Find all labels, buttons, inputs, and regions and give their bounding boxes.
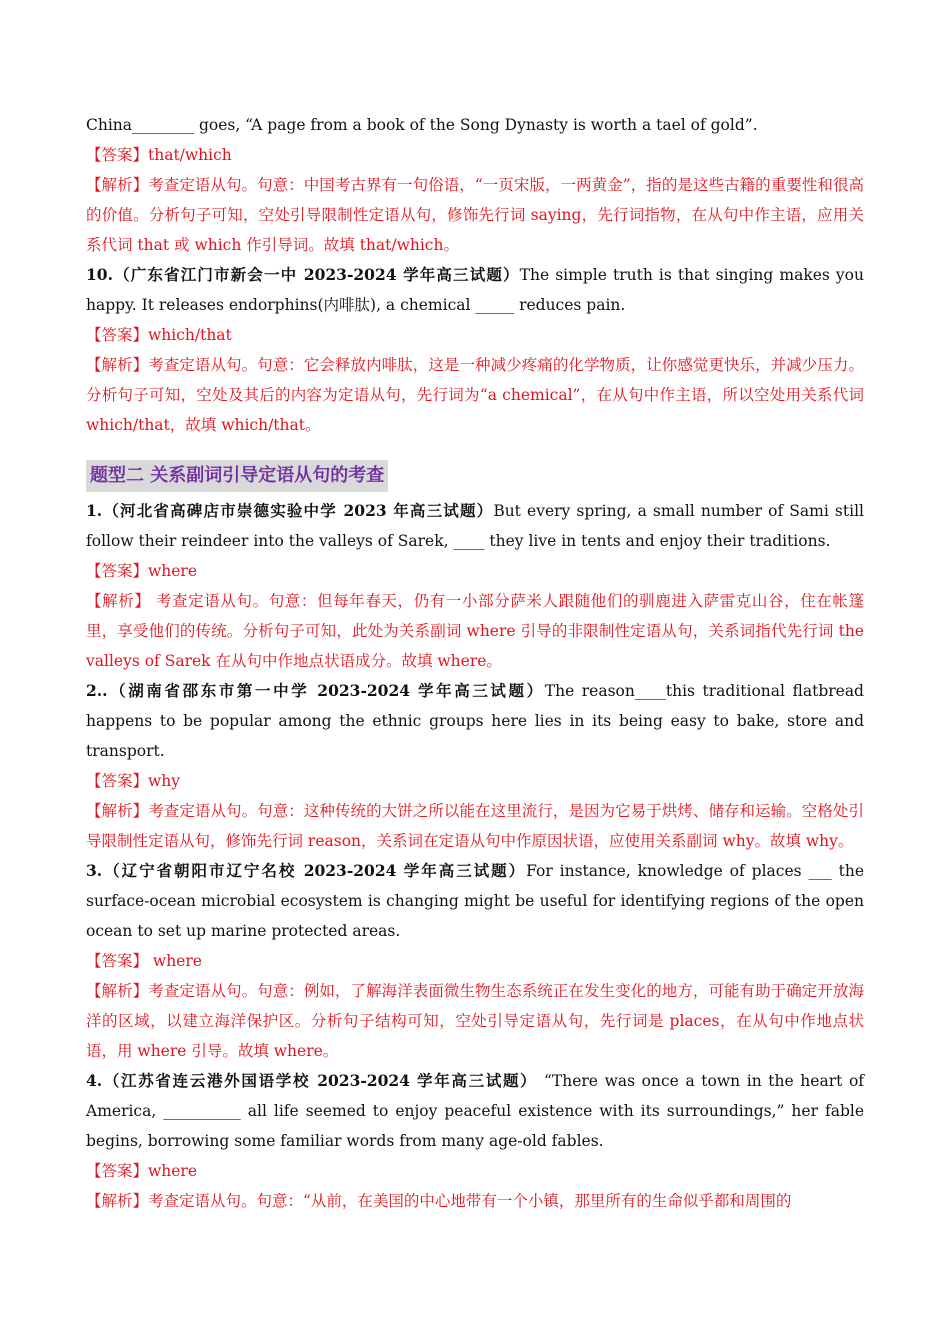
section-title: 题型二 关系副词引导定语从句的考查 <box>86 460 388 492</box>
q10-source: 10.（广东省江门市新会一中 2023-2024 学年高三试题） <box>86 265 520 284</box>
s2q2-source: 2..（湖南省邵东市第一中学 2023-2024 学年高三试题） <box>86 681 545 700</box>
s2q2-analysis: 【解析】考查定语从句。句意：这种传统的大饼之所以能在这里流行，是因为它易于烘烤、储存和运输。空格处引导限制性定语从句，修饰先行词 reason，关系词在定语从句中作原因状语，应使用关系副词 why。故填 why。 <box>86 802 864 850</box>
q10-body: The simple truth is that singing makes you happy. It releases endorphins(内啡肽), a chemical _____ reduces pain. <box>86 266 864 314</box>
s2q4-body: “There was once a town in the heart of America, __________ all life seemed to enjoy peaceful existence with its surroundings,” her fable begins, borrowing some familiar words from many age-old fables. <box>86 1072 865 1150</box>
s2q4-answer: 【答案】where <box>86 1162 198 1180</box>
s2q1-question <box>86 496 864 556</box>
s2q3-answer: 【答案】 where <box>86 952 202 970</box>
s2q2-body: The reason____this traditional flatbread happens to be popular among the ethnic groups here lies in its being easy to bake, store and transport. <box>86 682 864 760</box>
q10-analysis: 【解析】考查定语从句。句意：它会释放内啡肽，这是一种减少疼痛的化学物质，让你感觉更快乐，并减少压力。分析句子可知，空处及其后的内容为定语从句，先行词为“a chemical”，在从句中作主语，所以空处用关系代词 which/that，故填 which/that。 <box>86 356 864 434</box>
s2q3-source: 3.（辽宁省朝阳市辽宁名校 2023-2024 学年高三试题） <box>86 861 527 880</box>
document-page <box>86 110 864 1216</box>
s2q3-body: For instance, knowledge of places ___ the surface-ocean microbial ecosystem is changing might be useful for identifying regions of the open ocean to set up marine protected areas. <box>86 862 865 940</box>
q9-analysis: 【解析】考查定语从句。句意：中国考古界有一句俗语，“一页宋版，一两黄金”，指的是这些古籍的重要性和很高的价值。分析句子可知，空处引导限制性定语从句，修饰先行词 saying，先行词指物，在从句中作主语，应用关系代词 that 或 which 作引导词。故填 that/which。 <box>86 176 864 254</box>
s2q4-question <box>86 1066 864 1156</box>
q10-answer: 【答案】which/that <box>86 326 232 344</box>
q10-question <box>86 260 864 320</box>
q9-question-tail: China________ goes, “A page from a book of the Song Dynasty is worth a tael of gold”. <box>86 116 758 134</box>
s2q1-body: But every spring, a small number of Sami still follow their reindeer into the valleys of Sarek, ____ they live in tents and enjoy their traditions. <box>86 502 864 550</box>
s2q3-question <box>86 856 864 946</box>
s2q4-analysis: 【解析】考查定语从句。句意：“从前，在美国的中心地带有一个小镇，那里所有的生命似乎都和周围的 <box>86 1192 792 1210</box>
s2q3-analysis: 【解析】考查定语从句。句意：例如，了解海洋表面微生物生态系统正在发生变化的地方，可能有助于确定开放海洋的区域，以建立海洋保护区。分析句子结构可知，空处引导定语从句，先行词是 places，在从句中作地点状语，用 where 引导。故填 where。 <box>86 982 864 1060</box>
q9-answer: 【答案】that/which <box>86 146 232 164</box>
s2q2-answer: 【答案】why <box>86 772 181 790</box>
s2q1-answer: 【答案】where <box>86 562 198 580</box>
s2q1-analysis: 【解析】 考查定语从句。句意：但每年春天，仍有一小部分萨米人跟随他们的驯鹿进入萨雷克山谷，住在帐篷里，享受他们的传统。分析句子可知，此处为关系副词 where 引导的非限制性定语从句，关系词指代先行词 the valleys of Sarek 在从句中作地点状语成分。故填 where。 <box>86 592 864 670</box>
s2q4-source: 4.（江苏省连云港外国语学校 2023-2024 学年高三试题） <box>86 1071 538 1090</box>
s2q1-source: 1.（河北省高碑店市崇德实验中学 2023 年高三试题） <box>86 501 494 520</box>
s2q2-question <box>86 676 864 766</box>
